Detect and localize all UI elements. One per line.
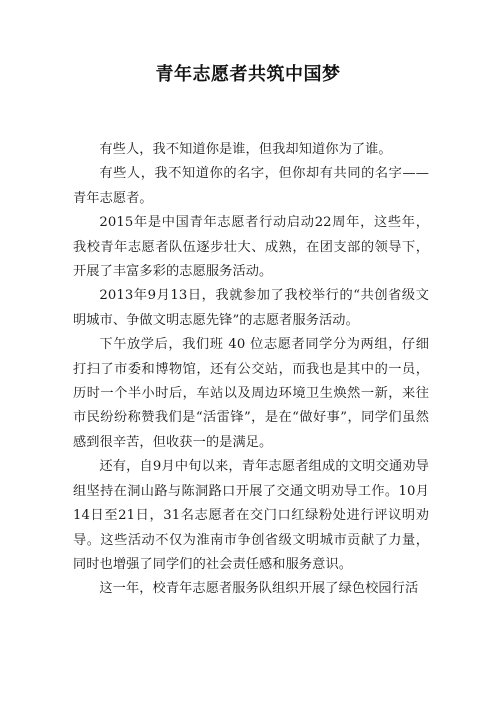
document-title: 青年志愿者共筑中国梦: [155, 64, 341, 85]
paragraph: 有些人，我不知道你是谁，但我却知道你为了谁。: [99, 142, 392, 157]
paragraph: 下午放学后，我们班 40 位志愿者同学分为两组，仔细打扫了市委和博物馆，还有公交站，而我也是其中的一员，历时一个半小时后，车站以及周边环境卫生焕然一新，来往市民纷纷称赞我们是“活雷锋”，是在“做好事”，同学们虽然感到很辛苦，但收获一的是满足。: [73, 337, 429, 450]
paragraph: 2015年是中国青年志愿者行动启动22周年，这些年，我校青年志愿者队伍逐步壮大、成熟，在团支部的领导下，开展了丰富多彩的志愿服务活动。: [73, 215, 429, 280]
paragraph: 2013年9月13日，我就参加了我校举行的“共创省级文明城市、争做文明志愿先锋”的志愿者服务活动。: [73, 288, 429, 328]
document-body: [73, 138, 429, 602]
paragraph: 这一年，校青年志愿者服务队组织开展了绿色校园行活: [99, 581, 419, 597]
paragraph: 有些人，我不知道你的名字，但你却有共同的名字——青年志愿者。: [73, 166, 429, 206]
paragraph: 还有，自9月中旬以来，青年志愿者组成的文明交通劝导组坚持在洞山路与陈洞路口开展了交通文明劝导工作。10月14日至21日，31名志愿者在交门口红绿粉处进行评议明劝导。这些活动不仅为淮南市争创省级文明城市贡献了力量，同时也增强了同学们的社会责任感和服务意识。: [73, 459, 429, 572]
